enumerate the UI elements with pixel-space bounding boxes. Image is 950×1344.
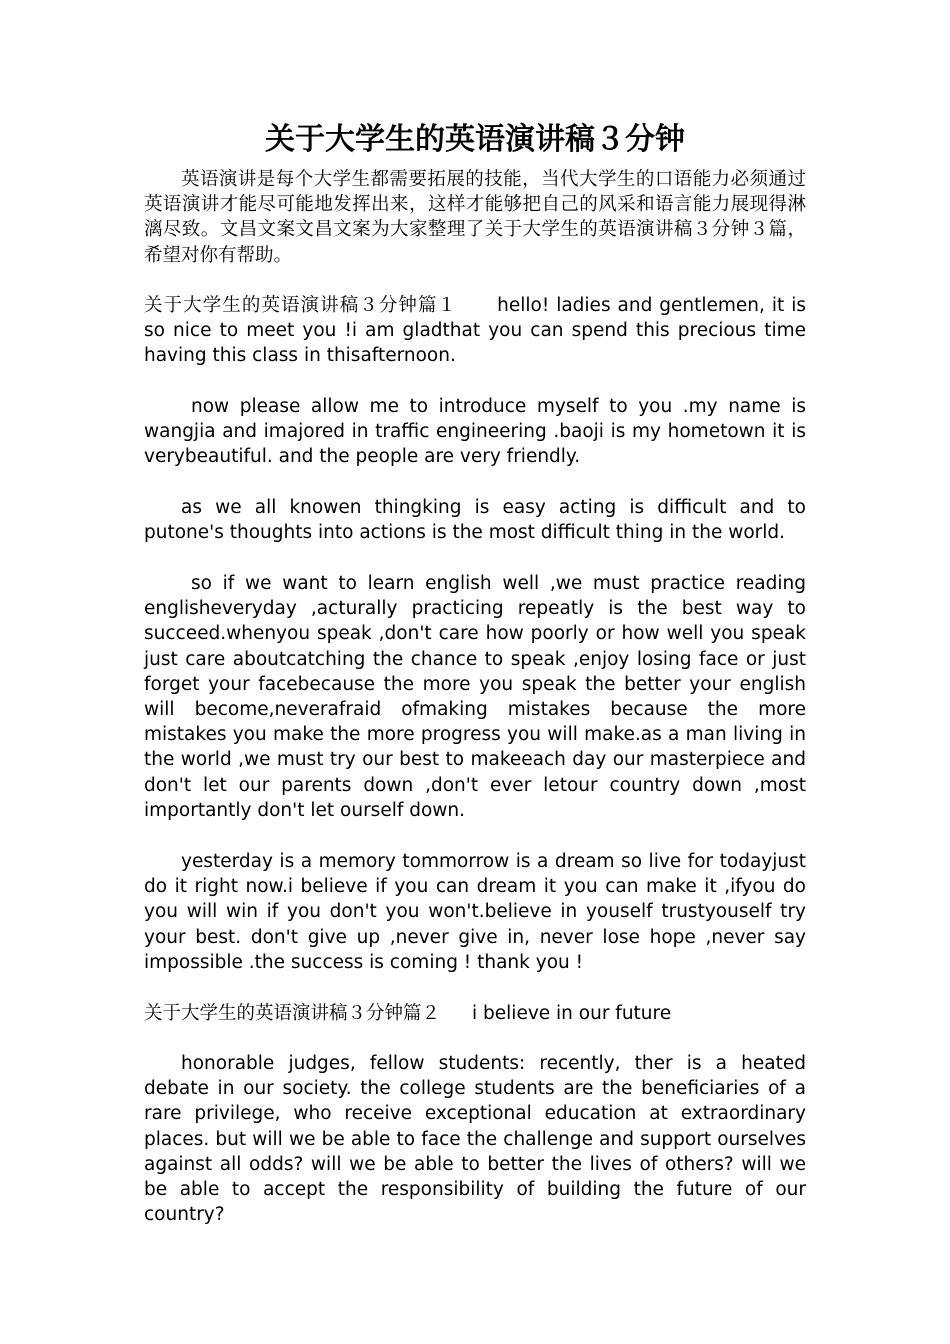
body-paragraph-3: so if we want to learn english well ,we must practice reading englisheveryday ,acturally practicing repeatly is the best way to succeed.whenyou speak ,don't care how poorly or how well you speak just care aboutcatching the chance to speak ,enjoy losing face or just forget your facebecause the more you speak the better your english will become,neverafraid ofmaking mistakes because the more mistakes you make the more progress you will make.as a man living in the world ,we must try our best to makeeach day our masterpiece and don't let our parents down ,don't ever letour country down ,most importantly don't let ourself down. [144,573,806,821]
section-2-paragraph: honorable judges, fellow students: recently, ther is a heated debate in our society. the college students are the beneficiaries of a rare privilege, who receive exceptional education at extraordinary places. but will we be able to face the challenge and support ourselves against all odds? will we be able to better the lives of others? will we be able to accept the responsibility of building the future of our country? [144,1053,806,1226]
section-1-heading: 关于大学生的英语演讲稿３分钟篇１ [144,295,458,316]
body-paragraph-1: now please allow me to introduce myself to you .my name is wangjia and imajored in traffic engineering .baoji is my hometown it is verybeautiful. and the people are very friendly. [144,396,806,468]
body-paragraph-4: yesterday is a memory tommorrow is a dream so live for todayjust do it right now.i believe if you can dream it you can make it ,ifyou do you will win if you don't you won't.believe in youself trustyouself try your best. don't give up ,never give in, never lose hope ,never say impossible .the success is coming ! thank you ! [144,851,806,973]
intro-paragraph: 英语演讲是每个大学生都需要拓展的技能，当代大学生的口语能力必须通过英语演讲才能尽可能地发挥出来，这样才能够把自己的风采和语言能力展现得淋漓尽致。文昌文案文昌文案为大家整理了关于大学生的英语演讲稿３分钟３篇，希望对你有帮助。 [144,169,806,266]
document-title: 关于大学生的英语演讲稿３分钟 [265,122,685,157]
section-2-heading-line [144,1001,806,1026]
section-1-paragraph [144,293,806,369]
section-2-subtitle: i believe in our future [472,1003,672,1024]
body-paragraph-2: as we all knowen thingking is easy acting is difficult and to putone's thoughts into actions is the most difficult thing in the world. [144,497,806,544]
section-1-opening: hello! ladies and gentlemen, it is so nice to meet you !i am gladthat you can spend this precious time having this class in thisafternoon. [144,295,806,367]
section-2-heading: 关于大学生的英语演讲稿３分钟篇２ [144,1003,441,1024]
